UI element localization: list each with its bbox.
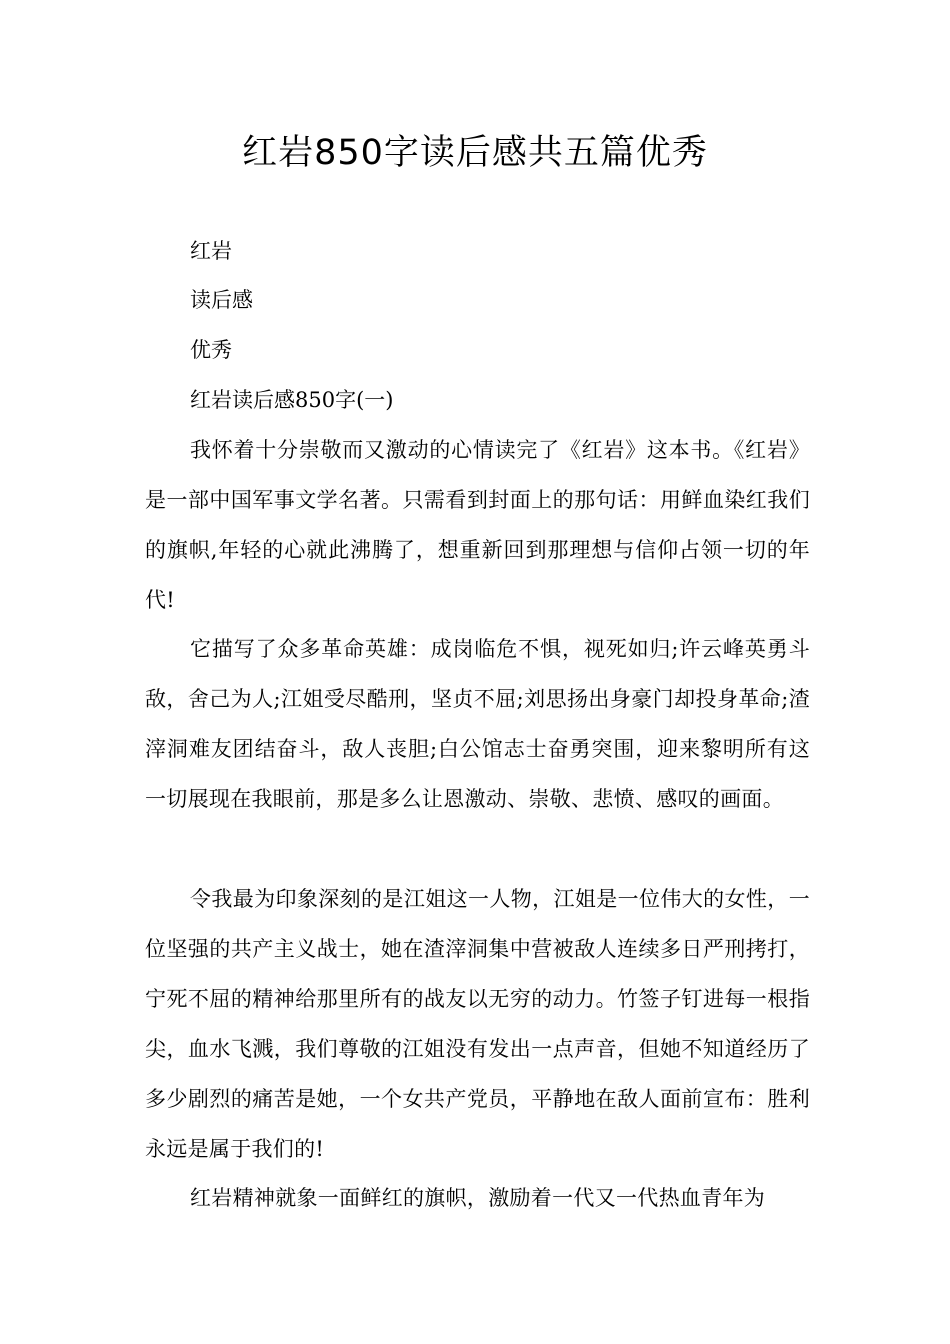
keyword-hongyan: 红岩 <box>190 239 232 263</box>
document-title: 红岩850字读后感共五篇优秀 <box>242 133 708 173</box>
keyword-youxiu: 优秀 <box>190 338 232 362</box>
paragraph-4: 红岩精神就象一面鲜红的旗帜，激励着一代又一代热血青年为 <box>190 1186 766 1210</box>
keyword-duhougan: 读后感 <box>190 288 253 312</box>
paragraph-1: 我怀着十分崇敬而又激动的心情读完了《红岩》这本书。《红岩》是一部中国军事文学名著。只需看到封面上的那句话：用鲜血染红我们的旗帜,年轻的心就此沸腾了，想重新回到那理想与信仰占领一切的年代! <box>145 438 810 612</box>
paragraph-3: 令我最为印象深刻的是江姐这一人物，江姐是一位伟大的女性，一位坚强的共产主义战士，她在渣滓洞集中营被敌人连续多日严刑拷打，宁死不屈的精神给那里所有的战友以无穷的动力。竹签子钉进每一根指尖，血水飞溅，我们尊敬的江姐没有发出一点声音，但她不知道经历了多少剧烈的痛苦是她，一个女共产党员，平静地在敌人面前宣布：胜利永远是属于我们的! <box>145 887 810 1161</box>
section-heading: 红岩读后感850字(一) <box>190 388 394 412</box>
paragraph-2: 它描写了众多革命英雄：成岗临危不惧，视死如归;许云峰英勇斗敌，舍己为人;江姐受尽酷刑，坚贞不屈;刘思扬出身豪门却投身革命;渣滓洞难友团结奋斗，敌人丧胆;白公馆志士奋勇突围，迎来黎明所有这一切展现在我眼前，那是多么让恩激动、崇敬、悲愤、感叹的画面。 <box>145 637 810 811</box>
